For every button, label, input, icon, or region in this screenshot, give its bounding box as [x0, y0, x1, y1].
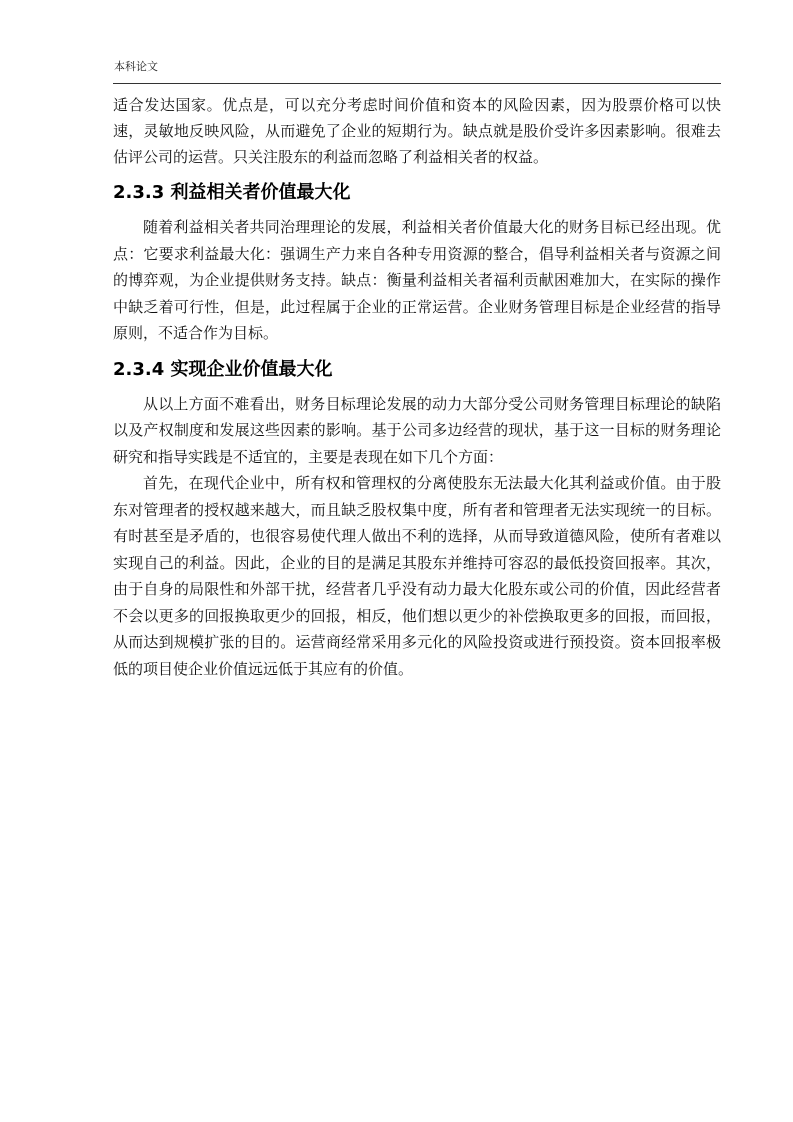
header-divider: [113, 83, 721, 84]
body-paragraph: 从以上方面不难看出，财务目标理论发展的动力大部分受公司财务管理目标理论的缺陷以及产权制度和发展这些因素的影响。基于公司多边经营的现状，基于这一目标的财务理论研究和指导实践是不适宜的，主要是表现在如下几个方面：: [113, 394, 721, 466]
body-paragraph: 随着利益相关者共同治理理论的发展，利益相关者价值最大化的财务目标已经出现。优点：它要求利益最大化：强调生产力来自各种专用资源的整合，倡导利益相关者与资源之间的博弈观，为企业提供财务支持。缺点：衡量利益相关者福利贡献困难加大，在实际的操作中缺乏着可行性，但是，此过程属于企业的正常运营。企业财务管理目标是企业经营的指导原则，不适合作为目标。: [113, 218, 721, 342]
section-heading-2-3-4: 2.3.4 实现企业价值最大化: [113, 358, 333, 380]
section-heading-2-3-3: 2.3.3 利益相关者价值最大化: [113, 182, 351, 203]
body-paragraph: 适合发达国家。优点是，可以充分考虑时间价值和资本的风险因素，因为股票价格可以快速，灵敏地反映风险，从而避免了企业的短期行为。缺点就是股价受许多因素影响。很难去估评公司的运营。只关注股东的利益而忽略了利益相关者的权益。: [113, 96, 721, 166]
page-body: [113, 92, 721, 682]
body-paragraph: 首先，在现代企业中，所有权和管理权的分离使股东无法最大化其利益或价值。由于股东对管理者的授权越来越大，而且缺乏股权集中度，所有者和管理者无法实现统一的目标。有时甚至是矛盾的，也很容易使代理人做出不利的选择，从而导致道德风险，使所有者难以实现自己的利益。因此，企业的目的是满足其股东并维持可容忍的最低投资回报率。其次，由于自身的局限性和外部干扰，经营者几乎没有动力最大化股东或公司的价值，因此经营者不会以更多的回报换取更少的回报，相反，他们想以更少的补偿换取更多的回报，而回报，从而达到规模扩张的目的。运营商经常采用多元化的风险投资或进行预投资。资本回报率极低的项目使企业价值远远低于其应有的价值。: [113, 474, 721, 678]
page-header: 本科论文: [114, 60, 158, 73]
